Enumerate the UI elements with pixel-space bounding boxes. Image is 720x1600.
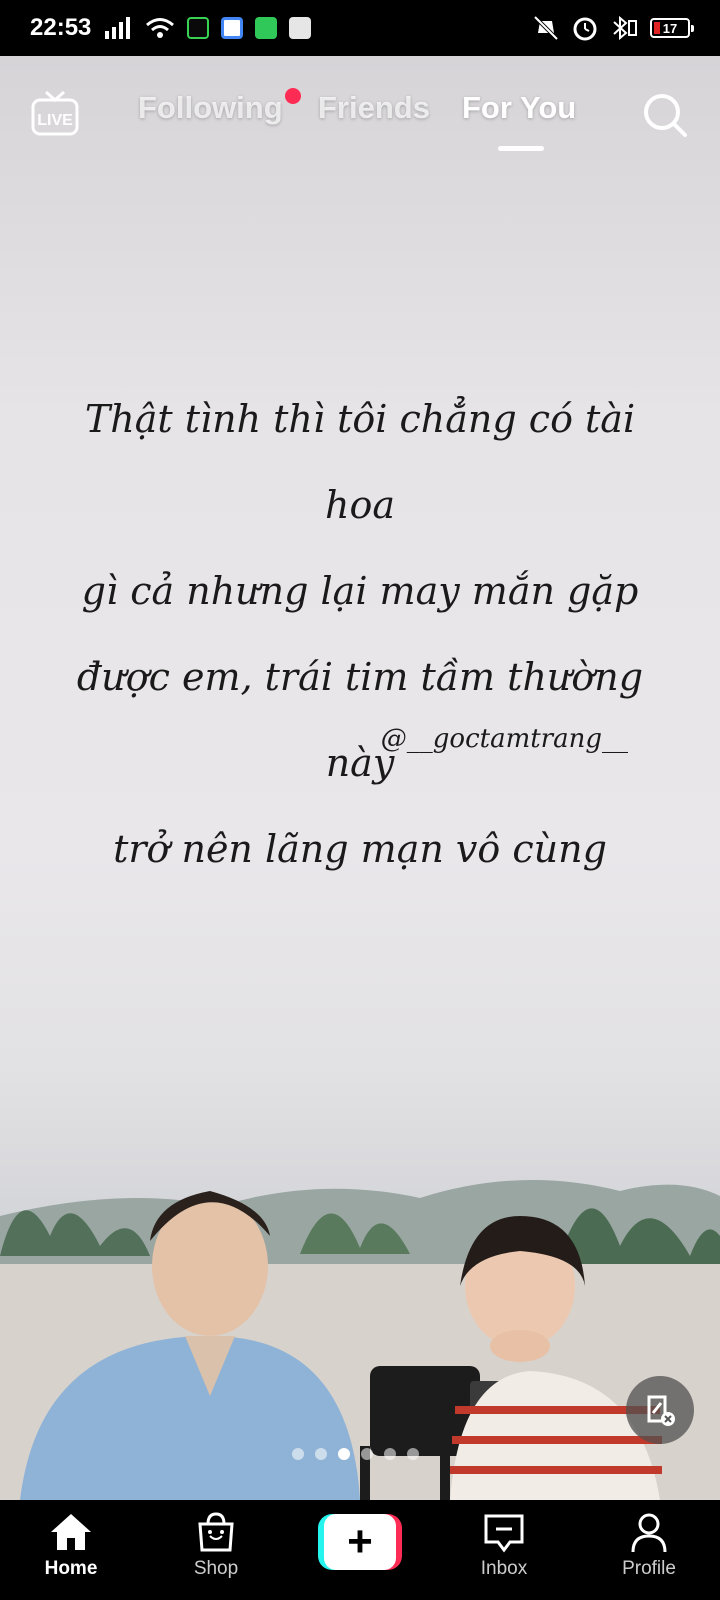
app-icon-4 xyxy=(289,17,311,39)
video-post[interactable] xyxy=(0,56,720,1500)
nav-shop[interactable] xyxy=(161,1510,271,1580)
nav-inbox[interactable] xyxy=(449,1510,559,1580)
edit-icon xyxy=(643,1393,677,1427)
carousel-dot[interactable] xyxy=(292,1448,304,1460)
author-signature: @__goctamtrang__ xyxy=(380,724,628,754)
carousel-dot[interactable] xyxy=(361,1448,373,1460)
create-button[interactable] xyxy=(318,1514,402,1570)
carousel-indicator xyxy=(292,1448,419,1460)
nav-home[interactable] xyxy=(16,1510,126,1580)
clock: 22:53 xyxy=(30,14,92,41)
live-icon[interactable] xyxy=(30,88,80,138)
bottom-nav xyxy=(0,1500,720,1600)
quote-text xyxy=(60,376,660,892)
alarm-icon xyxy=(572,15,598,41)
wifi-icon xyxy=(145,17,175,39)
nav-profile[interactable] xyxy=(594,1510,704,1580)
quote-line: gì cả nhưng lại may mắn gặp xyxy=(81,569,639,613)
app-icon-2 xyxy=(221,17,243,39)
nav-shop-label: Shop xyxy=(193,1558,239,1579)
status-bar xyxy=(0,0,720,56)
nav-home-label: Home xyxy=(44,1558,98,1579)
top-nav xyxy=(0,78,720,158)
photo-scene xyxy=(0,1136,720,1500)
quote-line: Thật tình thì tôi chẳng có tài hoa xyxy=(84,397,636,527)
live-label: LIVE xyxy=(37,112,73,129)
carousel-dot[interactable] xyxy=(315,1448,327,1460)
nav-inbox-label: Inbox xyxy=(480,1558,528,1579)
signal-icon xyxy=(103,17,133,39)
battery-icon xyxy=(650,18,690,38)
quote-line: trở nên lãng mạn vô cùng xyxy=(113,827,607,871)
search-icon[interactable] xyxy=(640,90,690,140)
inbox-icon xyxy=(480,1510,528,1554)
carousel-dot[interactable] xyxy=(407,1448,419,1460)
tab-following[interactable]: Following xyxy=(138,90,283,125)
home-icon xyxy=(47,1510,95,1554)
quote-line: được em, trái tim tầm thường này xyxy=(76,655,644,785)
active-tab-indicator xyxy=(498,146,544,151)
tab-friends[interactable]: Friends xyxy=(318,90,430,125)
nav-profile-label: Profile xyxy=(622,1558,676,1579)
tab-for-you[interactable]: For You xyxy=(462,90,577,125)
carousel-dot-active[interactable] xyxy=(338,1448,350,1460)
bluetooth-icon xyxy=(610,15,638,41)
app-icon-1 xyxy=(187,17,209,39)
shopping-bag-icon xyxy=(192,1510,240,1554)
mute-icon xyxy=(532,15,560,41)
edit-photo-button[interactable] xyxy=(626,1376,694,1444)
carousel-dot[interactable] xyxy=(384,1448,396,1460)
notification-dot xyxy=(285,88,301,104)
plus-icon: + xyxy=(324,1514,396,1570)
profile-icon xyxy=(625,1510,673,1554)
app-icon-3 xyxy=(255,17,277,39)
battery-level: 17 xyxy=(662,20,678,36)
